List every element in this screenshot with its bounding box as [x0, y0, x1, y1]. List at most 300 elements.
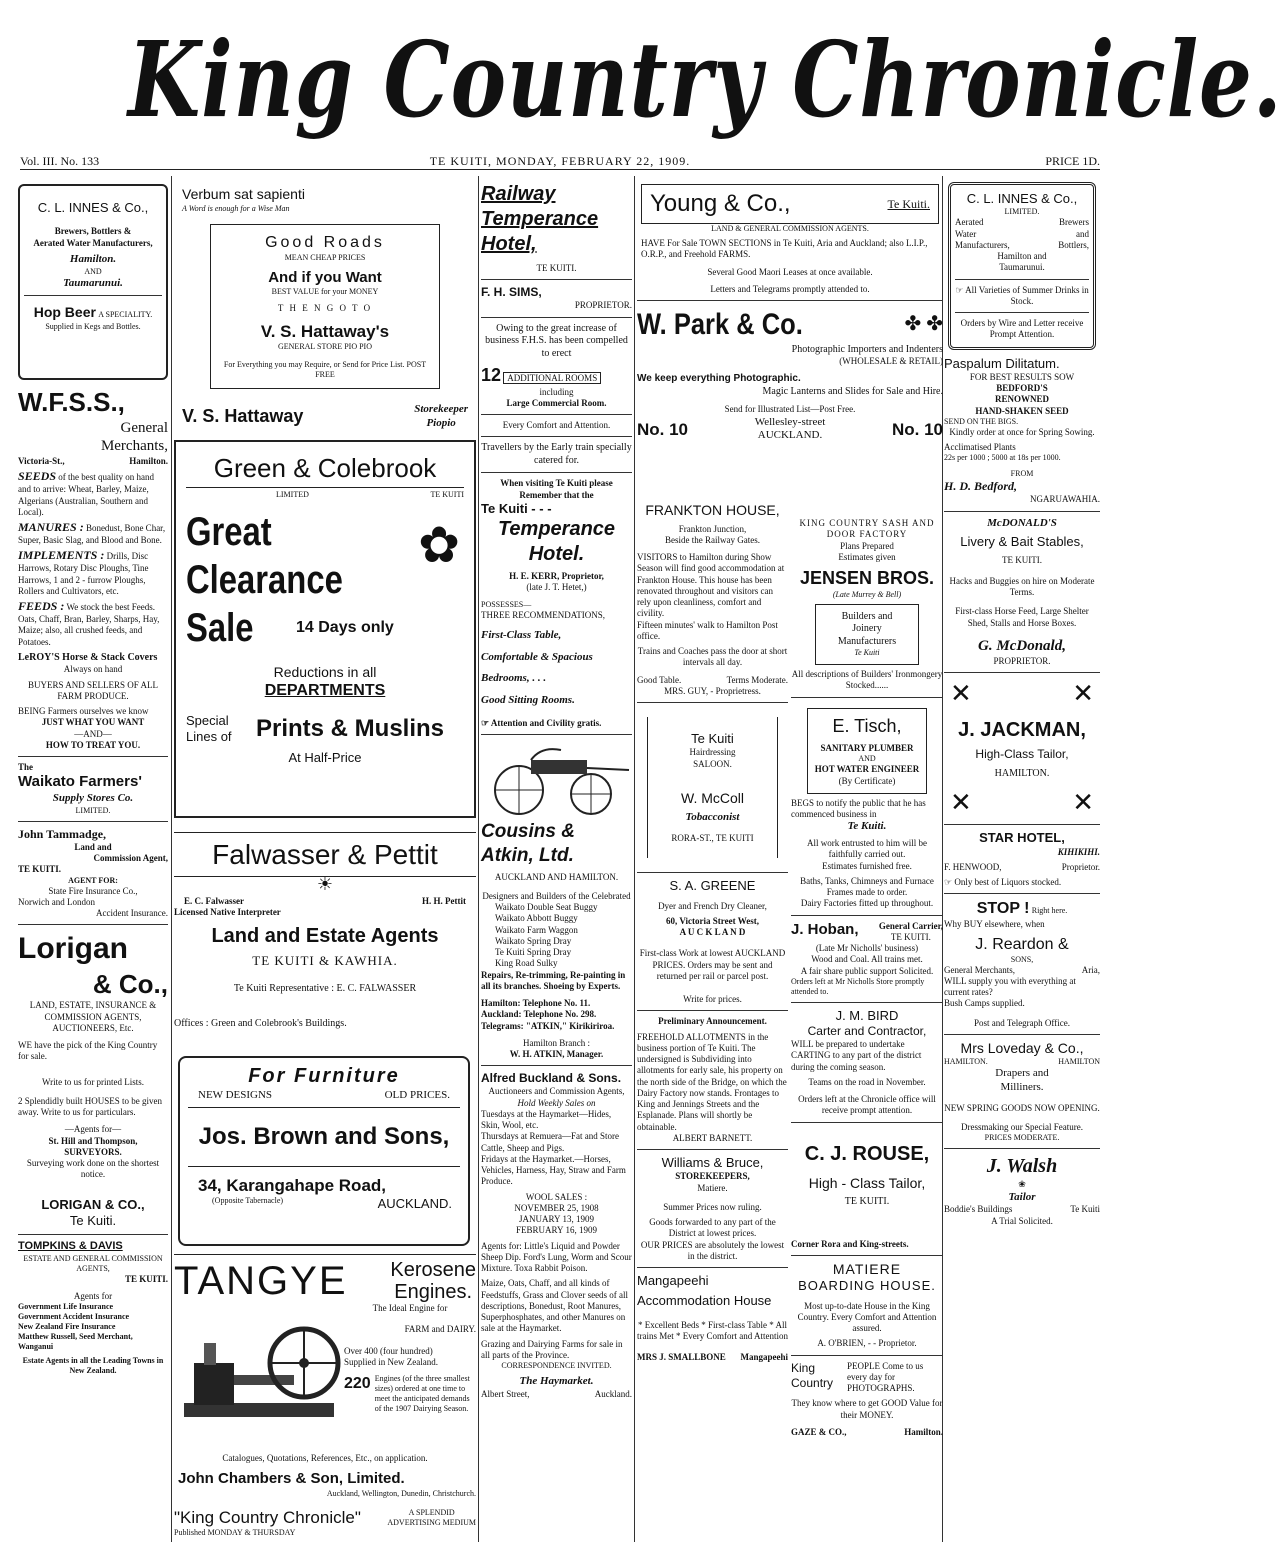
lorigan-co: & Co., [92, 968, 168, 999]
innes2-word: Aerated [955, 217, 984, 228]
tangye-kerosene: Kerosene [390, 1259, 476, 1281]
brown-address: 34, Karangahape Road, [198, 1175, 387, 1195]
cousins-telg: Telegrams: "ATKIN," Kirikiriroa. [481, 1020, 615, 1031]
tompkins-agents: Agents for [73, 1291, 113, 1301]
falwasser-rep: Te Kuiti Representative : E. C. FALWASSER [233, 983, 417, 995]
greene-barnett: ALBERT BARNETT. [672, 1132, 753, 1143]
jensen-builders: Builders and [841, 610, 893, 622]
frankton-fifteen: Fifteen minutes' walk to Hamilton Post office. [637, 619, 778, 641]
column-rule [634, 176, 635, 1542]
falwasser-name: Falwasser & Pettit [174, 832, 476, 877]
park-whole: (WHOLESALE & RETAIL) [839, 356, 943, 366]
rouse-corner: Corner Rora and King-streets. [791, 1238, 909, 1249]
bedford-accl: Acclimatised Plants [944, 442, 1016, 452]
young-land: LAND & GENERAL COMMISSION AGENTS. [711, 224, 869, 233]
falwasser-e: E. C. Falwasser [184, 895, 244, 906]
column-1 [18, 176, 168, 1542]
railway-incl: including [539, 386, 574, 397]
matiere-name: MATIERE [832, 1260, 902, 1277]
frankton-beside: Beside the Railway Gates. [665, 534, 760, 545]
williams-our: OUR PRICES are absolutely the lowest in the district. [640, 1239, 785, 1261]
railway-temperance: Temperance [481, 208, 599, 230]
innes2-tau: Taumarunui. [999, 262, 1045, 273]
hoban-gc: General Carrier, [878, 920, 943, 931]
park-keep: We keep everything Photographic. [637, 373, 801, 385]
mangapeehi-mrs: MRS J. SMALLBONE [637, 1352, 726, 1362]
mangapeehi-exc: * Excellent Beds * First-class Table * All trains Met * Every Comfort and Attention [637, 1319, 788, 1341]
wfss-buyers: BUYERS AND SELLERS OF ALL FARM PRODUCE. [27, 679, 159, 701]
flower-icon: ✿ [418, 517, 460, 573]
buckland-date: JANUARY 13, 1909 [519, 1214, 594, 1224]
frankton-terms: Terms Moderate. [726, 674, 788, 685]
tangye-chambers: John Chambers & Son, Limited. [178, 1470, 405, 1488]
column-2 [174, 176, 476, 1542]
kcc-adv: ADVERTISING MEDIUM [387, 1518, 476, 1528]
innes2-name: C. L. INNES & Co., [966, 191, 1078, 206]
innes2-word: Manufacturers, [955, 239, 1010, 250]
bedford-best: FOR BEST RESULTS SOW [969, 371, 1075, 382]
mcdonald-prop: PROPRIETOR. [993, 655, 1051, 666]
tisch-cert: (By Certificate) [838, 775, 896, 786]
cousins-city: AUCKLAND AND HAMILTON. [494, 871, 619, 882]
cousins-product: Waikato Abbott Buggy [495, 913, 578, 924]
tammadge-town: TE KUITI. [18, 864, 62, 875]
emblem-icon: ❀ [1018, 1179, 1026, 1190]
jensen-kc: KING COUNTRY SASH AND DOOR FACTORY [799, 518, 935, 540]
falwasser-h: H. H. Pettit [422, 895, 466, 906]
cousins-product: Waikato Farm Waggon [495, 924, 578, 935]
wfss-seeds-heading: SEEDS [18, 469, 57, 484]
reardon-stop: STOP ! [976, 900, 1030, 918]
mangapeehi-town: Mangapeehi [740, 1352, 788, 1362]
greene-free: FREEHOLD ALLOTMENTS in the business portion of Te Kuiti. The undersigned is Subdividing into allotments for early sale, his property on the north side of the Bridge, on which the Dairy Factory now stands. Frontages to King and Jennings Streets and the Esplanade. Plans will shortly be obtainable. [637, 1031, 787, 1132]
tkt-hotel: Hotel. [528, 543, 585, 565]
column-3 [481, 176, 632, 1542]
cousins-branch: Hamilton Branch : [523, 1037, 590, 1048]
bird-orders: Orders left at the Chronicle office will receive prompt attention. [798, 1094, 936, 1116]
loveday-h2: HAMILTON [1058, 1057, 1100, 1067]
park-no: No. 10 [891, 419, 943, 439]
bedford-from: FROM [1010, 469, 1034, 479]
greene-city: A U C K L A N D [679, 927, 746, 937]
greene-write: Write for prices. [683, 994, 742, 1004]
column-rule [478, 176, 479, 1542]
mcdonald-town: TE KUITI. [1002, 554, 1042, 565]
hattaway-foot: V. S. Hattaway [182, 406, 304, 427]
brown-city: AUCKLAND. [377, 1196, 452, 1211]
mcdonald-livery: Livery & Bait Stables, [960, 534, 1084, 550]
green-departments: DEPARTMENTS [264, 682, 386, 699]
young-name: Young & Co., [650, 190, 791, 217]
lorigan-pick: WE have the pick of the King Country for sale. [18, 1040, 158, 1062]
mcdonald-name: G. McDonald, [978, 637, 1066, 654]
tkt-late: (late J. T. Hetet,) [526, 582, 587, 593]
hattaway-wise: A Word is enough for a Wise Man [182, 203, 290, 213]
column-rule [171, 176, 172, 1542]
frankton-name: FRANKTON HOUSE, [645, 502, 780, 518]
matiere-prop: A. O'BRIEN, - - Proprietor. [817, 1338, 917, 1349]
tisch-hot: HOT WATER ENGINEER [814, 764, 920, 775]
hattaway-best: BEST VALUE for your MONEY [271, 287, 379, 297]
reardon-right: Right here. [1031, 906, 1068, 916]
walsh-town: Te Kuiti [1070, 1204, 1100, 1215]
tisch-baths: Baths, Tanks, Chimneys and Furnace Frames made to order. [800, 875, 934, 897]
star-town: KIHIKIHI. [1057, 846, 1100, 857]
lorigan-name: Lorigan [18, 932, 128, 966]
engine-illustration [174, 1303, 344, 1453]
tammadge-role: Land and [74, 841, 112, 852]
bedford-hand: HAND-SHAKEN SEED [975, 405, 1069, 416]
buckland-agents: Agents for: Little's Liquid and Powder Sheep Dip. Ford's Lung, Worm and Scour Mixture. Toxa Rabbit Poison. [481, 1240, 632, 1273]
hoban-late: (Late Mr Nicholls' business) [815, 943, 919, 953]
rouse-town: TE KUITI. [844, 1196, 890, 1207]
tangye-name: TANGYE [174, 1259, 348, 1303]
walsh-name: J. Walsh [986, 1155, 1058, 1178]
park-photo: Photographic Importers and Indenters [791, 343, 943, 355]
frankton-trains: Trains and Coaches pass the door at short intervals all day. [637, 646, 788, 668]
dateline: TE KUITI, MONDAY, FEBRUARY 22, 1909. [429, 154, 691, 168]
reardon-name: J. Reardon & [975, 935, 1069, 953]
wfss-just: JUST WHAT YOU WANT [41, 717, 145, 728]
wfss-town: Hamilton. [129, 456, 168, 466]
hoban-wood: Wood and Coal. All trains met. [811, 954, 923, 965]
buckland-sales: Hold Weekly Sales on [517, 1097, 596, 1108]
gaze-name: GAZE & CO., [791, 1426, 847, 1437]
matiere-most: Most up-to-date House in the King Country. Every Comfort and Attention assured. [797, 1300, 937, 1333]
waikato-the: The [18, 762, 34, 772]
star-only: Only best of Liquors stocked. [954, 877, 1062, 887]
bedford-town: NGARUAWAHIA. [1029, 494, 1100, 505]
green-sale: Sale [186, 605, 254, 650]
buckland-albert: Albert Street, [481, 1388, 530, 1399]
falwasser-land: Land and Estate Agents [211, 925, 439, 947]
jensen-tk: Te Kuiti [854, 648, 880, 657]
reardon-aria: Aria, [1081, 964, 1100, 975]
bedford-send: SEND ON THE BIGS. [944, 416, 1019, 426]
ad-falwasser [174, 832, 476, 1030]
tisch-and: AND [858, 754, 876, 764]
tompkins-estate: Estate Agents in all the Leading Towns in New Zealand. [22, 1356, 164, 1376]
star-prop: F. HENWOOD, [944, 861, 1002, 872]
buckland-auck: Auckland. [594, 1388, 632, 1399]
hattaway-town: Piopio [426, 416, 456, 429]
ad-green-colebrook [174, 440, 476, 818]
ad-buckland [481, 1071, 632, 1400]
mccoll-hair: Hairdressing [689, 747, 736, 758]
mcdonald-mc: McDONALD'S [987, 516, 1057, 529]
wfss-leroy: LeROY'S Horse & Stack Covers [18, 651, 158, 663]
reardon-gm: General Merchants, [944, 964, 1015, 975]
wfss-general: General [120, 419, 168, 436]
tammadge-agent: AGENT FOR: [68, 875, 118, 885]
hoban-fair: A fair share public support Solicited. [800, 965, 934, 976]
cousins-mgr: W. H. ATKIN, Manager. [509, 1049, 604, 1059]
star-p: Proprietor. [1061, 861, 1100, 872]
tkt-f3: Bedrooms, . . . [481, 672, 547, 685]
jensen-manu: Manufacturers [837, 635, 897, 647]
park-send: Send for Illustrated List—Post Free. [724, 404, 856, 415]
pointing-hand-icon: ☞ [955, 284, 964, 295]
wfss-and: —AND— [74, 728, 112, 739]
reardon-why: Why BUY elsewhere, when [944, 919, 1045, 930]
green-town: TE KUITI [430, 489, 464, 499]
gaze-kc: King Country [791, 1360, 834, 1390]
mangapeehi-name: Mangapeehi [637, 1273, 709, 1288]
ad-greene [637, 878, 788, 1144]
tammadge-agency: Norwich and London [18, 896, 95, 907]
brown-name: Jos. Brown and Sons, [188, 1122, 460, 1167]
wfss-being: BEING Farmers ourselves we know [18, 706, 149, 716]
tisch-begs: BEGS to notify the public that he has commenced business in [791, 797, 926, 819]
brown-for: For Furniture [248, 1065, 400, 1087]
lorigan-surveying: Surveying work done on the shortest notice. [26, 1158, 160, 1180]
walsh-tailor: Tailor [1008, 1190, 1036, 1203]
ad-wfss [18, 386, 168, 751]
tisch-work: All work entrusted to him will be faithfully carried out. [807, 838, 927, 860]
mcdonald-hacks: Hacks and Buggies on hire on Moderate Terms. [949, 575, 1095, 597]
hattaway-verbum: Verbum sat sapienti [182, 186, 305, 202]
bird-teams: Teams on the road in November. [808, 1076, 926, 1087]
ad-gaze [791, 1361, 943, 1439]
railway-town: TE KUITI. [536, 263, 577, 273]
railway-rooms: ADDITIONAL ROOMS [503, 372, 601, 384]
hattaway-roads: Good Roads [265, 233, 385, 251]
brown-new: NEW DESIGNS [198, 1089, 273, 1101]
frankton-guy: MRS. GUY, - Proprietress. [664, 685, 761, 696]
railway-trav: Travellers by the Early train specially catered for. [481, 442, 632, 466]
innes-name: C. L. INNES & Co., [37, 200, 149, 215]
hattaway-box [210, 224, 440, 389]
ad-waikato-farmers [18, 762, 168, 816]
green-great: Great [186, 509, 272, 554]
wfss-seeds-text: of the best quality on hand and to arrive: Wheat, Barley, Maize, Algerians (Australian, Southern and Local). [18, 472, 155, 517]
walsh-trial: A Trial Solicited. [991, 1215, 1053, 1226]
hattaway-keeper: Storekeeper [414, 402, 468, 415]
crossed-sticks-icon: ✕ ✕ [950, 787, 1094, 817]
ad-williams [637, 1155, 788, 1262]
ad-loveday [944, 1040, 1100, 1144]
ad-mangapeehi [637, 1273, 788, 1363]
green-reductions: Reductions in all [273, 663, 377, 680]
wfss-feeds-heading: FEEDS : [18, 599, 65, 613]
green-name: Green & Colebrook [186, 452, 464, 488]
wfss-implements-text: Drills, Disc Harrows, Rotary Disc Ploughs, Tine Harrows, 1 and 2 - furrow Ploughs, Rollers and Cultivators, etc. [18, 551, 149, 596]
railway-owing: Owing to the great increase of business F.H.S. has been compelled to erect [485, 322, 628, 359]
bird-carter: Carter and Contractor, [807, 1024, 927, 1038]
ad-cousins-atkin [481, 740, 632, 1060]
park-magic: Magic Lanterns and Slides for Sale and Hire. [762, 385, 943, 397]
ad-innes-2 [948, 182, 1096, 350]
volume-number: Vol. III. No. 133 [20, 154, 100, 168]
crossed-sticks-icon: ✕ ✕ [950, 678, 1094, 708]
ad-hoban [791, 921, 943, 997]
wfss-how: HOW TO TREAT YOU. [45, 739, 141, 750]
mccoll-st: RORA-ST., TE KUITI [671, 833, 754, 843]
column-5 [944, 176, 1100, 1542]
railway-hotel: Hotel, [481, 233, 537, 255]
hattaway-then: T H E N G O T O [277, 303, 373, 314]
innes2-word: Water [955, 228, 977, 239]
buckland-wool: WOOL SALES : [525, 1191, 588, 1202]
kcc-splendid: A SPLENDID [408, 1508, 455, 1518]
frankton-junc: Frankton Junction, [678, 523, 747, 534]
reardon-will: WILL supply you with everything at current rates? [944, 975, 1076, 997]
ad-jos-brown [178, 1056, 470, 1246]
lorigan-houses: 2 Splendidly built HOUSES to be given away. Write to us for particulars. [18, 1095, 162, 1117]
waikato-ltd: LIMITED. [75, 805, 111, 815]
buckland-t1: Tuesdays at the Haymarket—Hides, Skin, Wool, etc. [481, 1108, 612, 1130]
tkt-poss: POSSESSES— [481, 599, 532, 609]
jackman-town: HAMILTON. [994, 768, 1050, 780]
wfss-feeds-text: We stock the best Feeds. Oats, Chaff, Bran, Barley, Sharps, Hay, Maize; also, all crushed feeds, and Potatoes. [18, 602, 160, 647]
tammadge-agency: Accident Insurance. [96, 908, 168, 918]
bedford-pasp: Paspalum Dilitatum. [944, 355, 1060, 371]
reardon-bush: Bush Camps supplied. [944, 998, 1025, 1009]
tompkins-agency: Matthew Russell, Seed Merchant, Wanganui [18, 1332, 133, 1352]
railway-large: Large Commercial Room. [506, 397, 607, 408]
williams-town: Matiere. [697, 1182, 728, 1193]
tkt-f2: Comfortable & Spacious [481, 650, 593, 663]
falwasser-towns: TE KUITI & KAWHIA. [252, 953, 398, 968]
innes-spec: A SPECIALITY. [98, 310, 153, 320]
buckland-hay: The Haymarket. [519, 1375, 594, 1387]
waikato-sub: Supply Stores Co. [52, 792, 134, 804]
reardon-sons: SONS, [1010, 954, 1034, 964]
ad-mcdonald [944, 517, 1100, 667]
greene-name: S. A. GREENE [669, 878, 756, 894]
ad-jackman [944, 678, 1100, 820]
loveday-dress: Dressmaking our Special Feature. [961, 1122, 1083, 1132]
young-letters: Letters and Telegrams promptly attended to. [710, 283, 870, 294]
column-4 [637, 176, 943, 1542]
pointing-hand-icon: ☞ [944, 877, 953, 887]
buckland-maize: Maize, Oats, Chaff, and all kinds of Feedstuffs, Grass and Clover seeds of all descriptions, Bonedust, Root Manures, Superphosphates, and other Manures on sale at the Haymarket. [481, 1278, 629, 1334]
pointing-hand-icon: ☞ [481, 717, 490, 728]
tangye-farm: FARM and DAIRY. [404, 1324, 476, 1335]
tompkins-agency: New Zealand Fire Insurance [18, 1322, 116, 1332]
mccoll-tob: Tobacconist [685, 811, 740, 824]
greene-first: First-class Work at lowest AUCKLAND PRICES. Orders may be sent and returned per rail or parcel post. [639, 948, 786, 981]
column-4b [791, 502, 943, 1538]
hattaway-every: For Everything you may Require, or Send for Price List. POST FREE [223, 359, 427, 379]
innes-and: AND [84, 266, 102, 276]
wfss-merchants: Merchants, [100, 438, 168, 455]
loveday-prices: PRICES MODERATE. [984, 1133, 1060, 1143]
ornament-icon: ✤ ✤ [904, 313, 943, 336]
jensen-est: Estimates given [838, 551, 896, 562]
loveday-name: Mrs Loveday & Co., [960, 1039, 1084, 1056]
green-days: 14 Days only [296, 618, 394, 636]
cousins-product: Waikato Spring Dray [495, 935, 572, 946]
lorigan-hill: St. Hill and Thompson, [48, 1135, 138, 1146]
ad-walsh [944, 1154, 1100, 1227]
falwasser-lic: Licensed Native Interpreter [174, 906, 281, 917]
wfss-implements-heading: IMPLEMENTS : [18, 548, 105, 563]
masthead-title: King Country Chronicle. [128, 18, 1283, 141]
innes-kegs: Supplied in Kegs and Bottles. [45, 321, 141, 331]
ad-innes [18, 184, 168, 380]
ad-matiere [791, 1261, 943, 1350]
tisch-san: SANITARY PLUMBER [820, 743, 914, 753]
buckland-date: FEBRUARY 16, 1909 [516, 1225, 597, 1236]
ad-tammadge [18, 827, 168, 920]
tangye-cities: Auckland, Wellington, Dunedin, Christchurch. [326, 1489, 476, 1498]
tompkins-town: TE KUITI. [124, 1273, 168, 1284]
innes-hop: Hop Beer [33, 304, 96, 321]
brown-old: OLD PRICES. [384, 1089, 450, 1101]
cousins-product: King Road Sulky [495, 958, 558, 969]
park-no: No. 10 [637, 419, 689, 439]
wfss-street: Victoria-St., [18, 456, 65, 466]
tangye-engines: Engines. [394, 1281, 473, 1303]
sunburst-icon: ☀ [316, 874, 334, 894]
bird-name: J. M. BIRD [835, 1007, 899, 1023]
hoban-town: TE KUITI. [890, 931, 931, 942]
young-town: Te Kuiti. [887, 196, 930, 211]
gaze-town: Hamilton. [904, 1426, 943, 1437]
cousins-tel: Hamilton: Telephone No. 11. Auckland: Telephone No. 298. [481, 998, 597, 1020]
tkt-kerr: H. E. KERR, Proprietor, [509, 571, 604, 581]
lorigan-agents: —Agents for— [64, 1124, 122, 1135]
frankton-good: Good Table. [637, 674, 682, 685]
tisch-est: Estimates furnished free. [822, 860, 912, 871]
hoban-name: J. Hoban, [791, 920, 859, 938]
innes2-ltd: LIMITED. [1004, 207, 1040, 217]
innes2-word: Brewers [1059, 217, 1089, 228]
tammadge-agency: State Fire Insurance Co., [48, 885, 138, 896]
mangapeehi-acc: Accommodation House [637, 1293, 772, 1309]
walsh-bld: Boddie's Buildings [944, 1204, 1013, 1215]
innes2-word: Bottlers, [1058, 239, 1089, 250]
loveday-new: NEW SPRING GOODS NOW OPENING. [944, 1102, 1100, 1113]
waikato-name: Waikato Farmers' [18, 773, 142, 791]
hattaway-store: GENERAL STORE PIO PIO [277, 341, 372, 351]
tammadge-name: John Tammadge, [18, 826, 107, 841]
innes2-ham: Hamilton and [997, 251, 1047, 261]
tompkins-desc: ESTATE AND GENERAL COMMISSION AGENTS, [23, 1253, 163, 1273]
kcc-days: MONDAY & THURSDAY [207, 1528, 296, 1538]
tkt-att: Attention and Civility gratis. [490, 717, 602, 728]
williams-summer: Summer Prices now ruling. [663, 1201, 762, 1212]
bird-will: WILL be prepared to undertake CARTING to any part of the district during the coming season. [791, 1039, 922, 1072]
tangye-supp: Supplied in New Zealand. [344, 1356, 438, 1367]
ad-hattaway [174, 176, 476, 430]
tangye-220: 220 [344, 1375, 371, 1392]
cousins-repairs: Repairs, Re-trimming, Re-painting in all its branches. Shoeing by Experts. [481, 969, 626, 991]
greene-addr: 60, Victoria Street West, [666, 915, 759, 926]
buckland-name: Alfred Buckland & Sons. [481, 1071, 622, 1086]
lorigan-write: Write to us for printed Lists. [41, 1076, 145, 1087]
tisch-town: Te Kuiti. [847, 820, 887, 833]
gaze-they: They know where to get GOOD Value for their MONEY. [791, 1398, 943, 1420]
railway-prop: F. H. SIMS, [481, 285, 542, 300]
buckland-date: NOVEMBER 25, 1908 [514, 1202, 599, 1213]
frankton-visit: VISITORS to Hamilton during Show Season will find good accommodation at Frankton House. This house has been renovated throughout and visitors can rely upon cleanliness, comfort and civility. [637, 552, 785, 619]
tammadge-role: Commission Agent, [93, 853, 168, 863]
loveday-drapers: Drapers and [995, 1067, 1049, 1080]
buckland-auc: Auctioneers and Commission Agents, [488, 1086, 625, 1097]
buckland-graz: Grazing and Dairying Farms for sale in all parts of the Province. [481, 1338, 623, 1360]
tangye-ideal: The Ideal Engine for [372, 1303, 448, 1313]
bedford-price: 22s per 1000 ; 5000 at 18s per 1000. [944, 453, 1061, 463]
jensen-plans: Plans Prepared [840, 540, 894, 551]
innes2-word: and [1076, 228, 1089, 239]
ad-tompkins [18, 1240, 168, 1376]
green-special: Special Lines of [186, 713, 232, 745]
tkt-three: THREE RECOMMENDATIONS, [481, 609, 606, 620]
mccoll-saloon: SALOON. [693, 758, 732, 769]
buckland-t2: Thursdays at Remuera—Fat and Store Cattle, Sheep and Pigs. [481, 1131, 619, 1153]
